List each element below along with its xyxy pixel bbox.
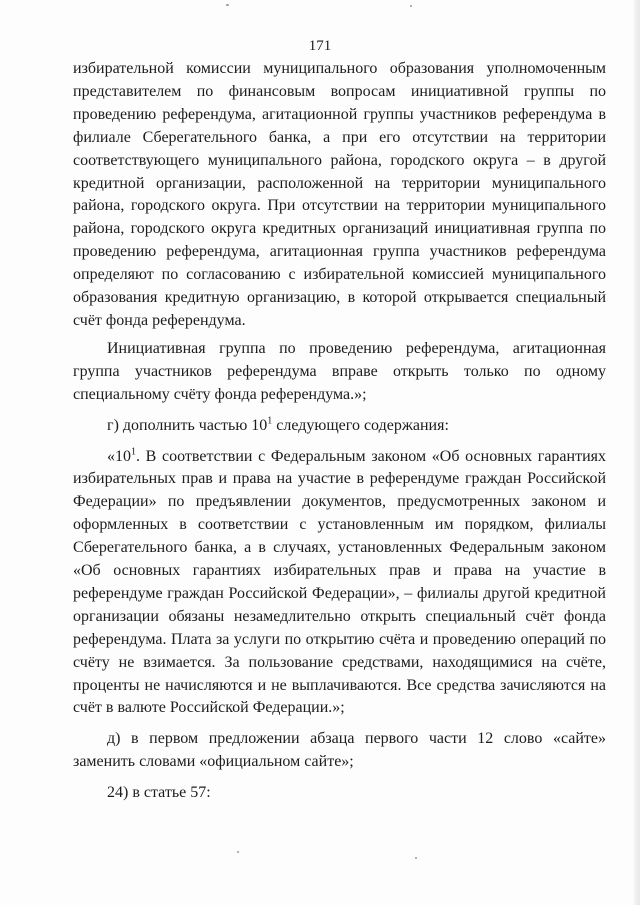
document-body — [73, 58, 606, 805]
scan-speck — [226, 4, 229, 6]
item-g-superscript: 1 — [267, 415, 273, 427]
scan-speck — [237, 851, 239, 853]
paragraph-initiative-group: Инициативная группа по проведению референдума, агитационная группа участников референдума вправе открыть только по одному специальному счёту фонда референдума.»; — [73, 339, 606, 403]
paragraph-item-d: д) в первом предложении абзаца первого части 12 слово «сайте» заменить словами «официальном сайте»; — [73, 730, 606, 771]
paragraph-part-10-1 — [73, 446, 606, 721]
scan-speck — [410, 5, 412, 7]
part-10-1-text-end: . В соответствии с Федеральным законом «Об основных гарантиях избирательных прав и права на участие в референдуме граждан Российской Федерации» по предъявлении документов, предусмотренных законом и оформленных в соответствии с установленным им порядком, филиалы Сберегательного банка, а в случаях, установленных Федеральным законом «Об основных гарантиях избирательных прав и права на участие в референдуме граждан Российской Федерации», – филиалы другой кредитной организации обязаны незамедлительно открыть специальный счёт фонда референдума. Плата за услуги по открытию счёта и проведению операций по счёту не взимается. За пользование средствами, находящимися на счёте, проценты не начисляются и не выплачиваются. Все средства зачисляются на счёт в валюте Российской Федерации.»; — [73, 447, 606, 717]
scan-speck — [415, 857, 417, 859]
item-g-text-start: г) дополнить частью 10 — [107, 416, 268, 434]
paragraph-continuation: избирательной комиссии муниципального образования уполномоченным представителем по финансовым вопросам инициативной группы по проведению референдума, агитационной группы участников референдума в филиале Сберегательного банка, а при его отсутствии на территории соответствующего муниципального района, городского округа – в другой кредитной организации, расположенной на территории муниципального района, городского округа. При отсутствии на территории муниципального района, городского округа кредитных организаций инициативная группа по проведению референдума, агитационная группа участников референдума определяют по согласованию с избирательной комиссией муниципального образования кредитную организацию, в которой открывается специальный счёт фонда референдума. — [73, 60, 606, 329]
paragraph-article-57: 24) в статье 57: — [107, 784, 211, 802]
item-g-text-end: следующего содержания: — [272, 416, 449, 434]
scan-edge-shadow — [634, 0, 640, 905]
paragraph-item-g — [73, 415, 606, 438]
page-number: 171 — [308, 38, 332, 54]
part-10-1-text-start: «10 — [107, 447, 131, 465]
part-10-1-superscript: 1 — [131, 446, 136, 458]
